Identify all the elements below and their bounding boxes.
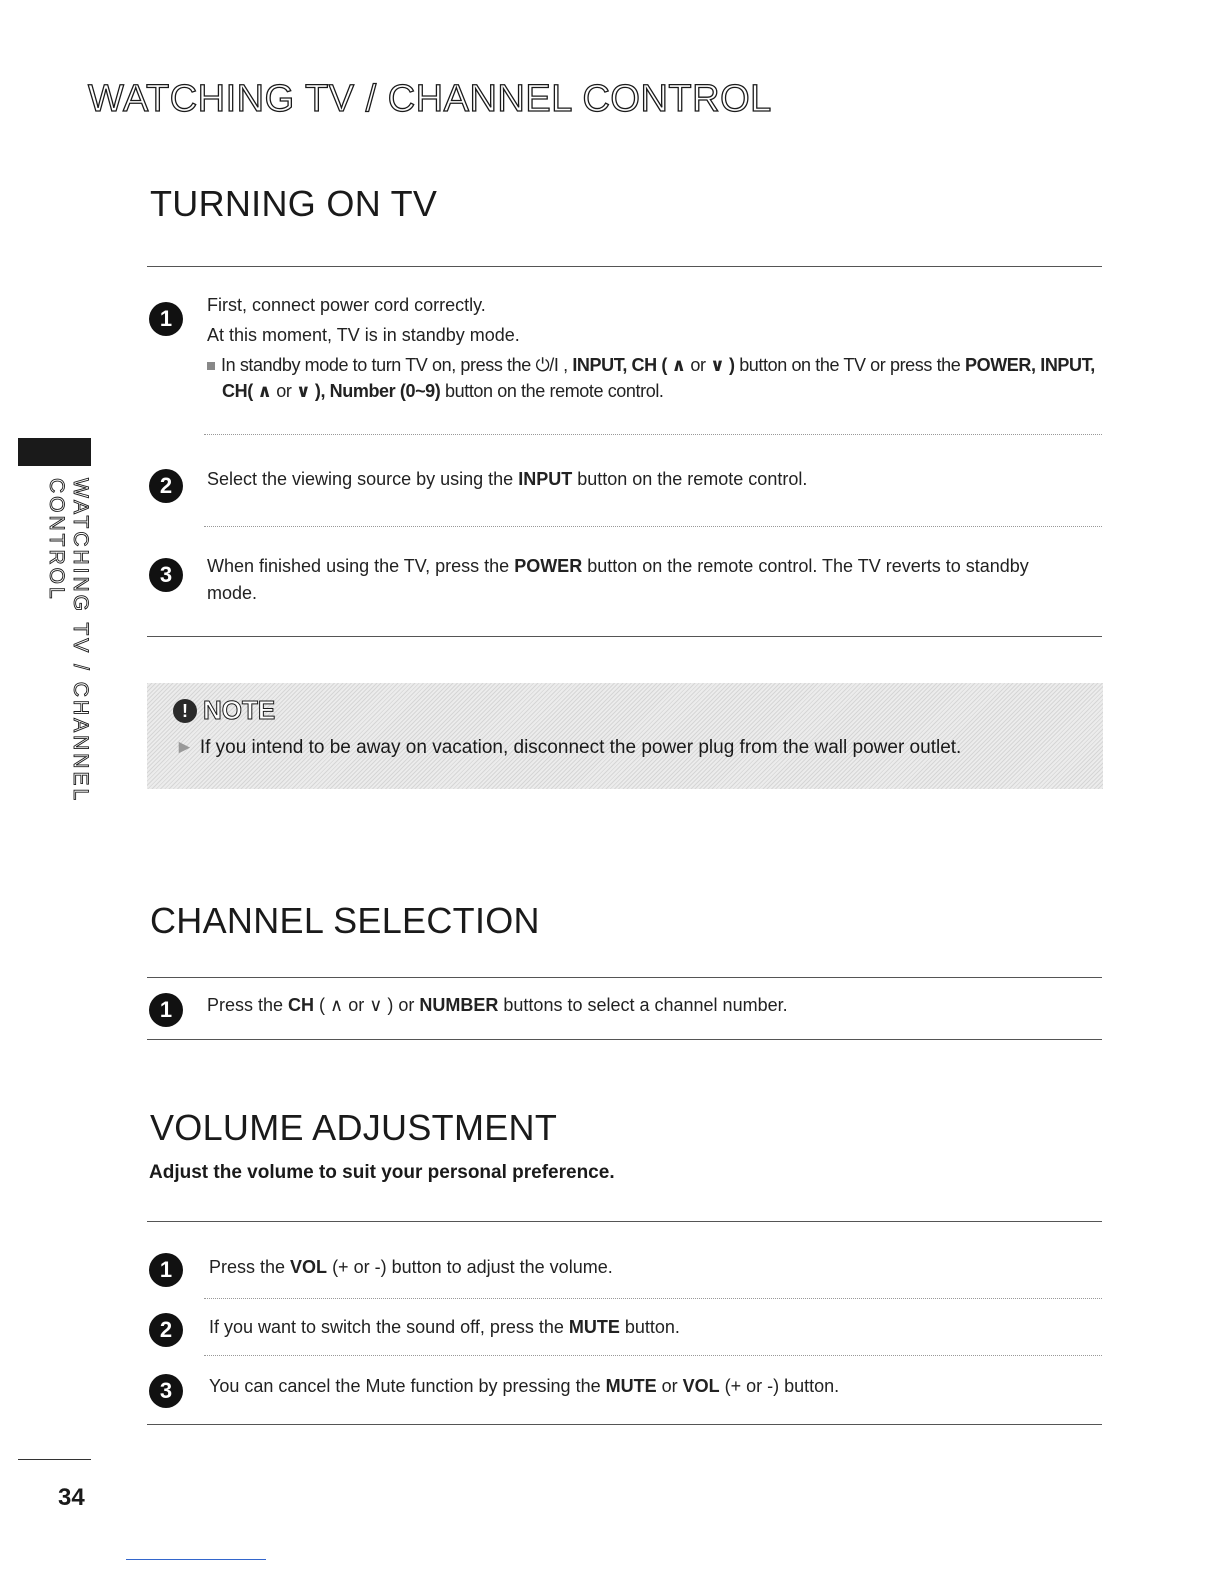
step-line: First, connect power cord correctly.	[207, 295, 486, 315]
footer-divider	[18, 1459, 91, 1460]
square-bullet-icon	[207, 362, 215, 370]
step-text: Press the CH ( ∧ or ∨ ) or NUMBER buttons to select a channel number.	[207, 995, 788, 1015]
step-number: 1	[149, 1253, 183, 1287]
dotted-divider	[204, 526, 1102, 527]
volume-heading: VOLUME ADJUSTMENT	[150, 1107, 558, 1148]
divider	[147, 977, 1102, 978]
side-tab-label: WATCHING TV / CHANNEL CONTROL	[45, 478, 92, 803]
step-text: When finished using the TV, press the POWER button on the remote control. The TV reverts to standby mode.	[207, 556, 1029, 603]
note-box	[147, 683, 1103, 789]
divider	[147, 266, 1102, 267]
standby-note-line: CH( ∧ or ∨ ), Number (0~9) button on the remote control.	[222, 381, 664, 401]
step-number: 1	[149, 993, 183, 1027]
divider	[147, 1221, 1102, 1222]
step-number: 2	[149, 469, 183, 503]
standby-note	[207, 352, 1107, 404]
step-text: Press the VOL (+ or -) button to adjust the volume.	[209, 1257, 613, 1277]
step-number: 3	[149, 1374, 183, 1408]
divider	[147, 1424, 1102, 1425]
step-line: At this moment, TV is in standby mode.	[207, 325, 520, 345]
step-number: 3	[149, 558, 183, 592]
step-text: You can cancel the Mute function by pressing the MUTE or VOL (+ or -) button.	[209, 1376, 840, 1396]
exclamation-icon: !	[173, 699, 197, 723]
step-number: 1	[149, 302, 183, 336]
dotted-divider	[204, 434, 1102, 435]
dotted-divider	[204, 1355, 1102, 1356]
step-text	[207, 290, 520, 350]
note-text: ► If you intend to be away on vacation, disconnect the power plug from the wall power outlet.	[175, 737, 962, 758]
page-title: WATCHING TV / CHANNEL CONTROL	[88, 78, 772, 120]
side-tab-marker	[18, 438, 91, 466]
step-number: 2	[149, 1313, 183, 1347]
underline-mark	[126, 1559, 266, 1560]
step-text: If you want to switch the sound off, press the MUTE button.	[209, 1317, 680, 1337]
side-tab	[44, 478, 104, 898]
divider	[147, 1039, 1102, 1040]
power-icon: ⏻/I	[535, 355, 559, 375]
channel-heading: CHANNEL SELECTION	[150, 900, 540, 941]
step-text: Select the viewing source by using the INPUT button on the remote control.	[207, 469, 808, 489]
volume-subheading: Adjust the volume to suit your personal preference.	[149, 1162, 615, 1183]
page-number: 34	[58, 1484, 85, 1511]
turning-on-heading: TURNING ON TV	[150, 183, 438, 224]
divider	[147, 636, 1102, 637]
note-title: ! NOTE	[173, 695, 275, 726]
arrow-icon: ►	[175, 737, 194, 758]
dotted-divider	[204, 1298, 1102, 1299]
standby-note-line: In standby mode to turn TV on, press the ⏻/I , INPUT, CH ( ∧ or ∨ ) button on the TV or press the POWER, INPUT,	[207, 352, 1107, 378]
